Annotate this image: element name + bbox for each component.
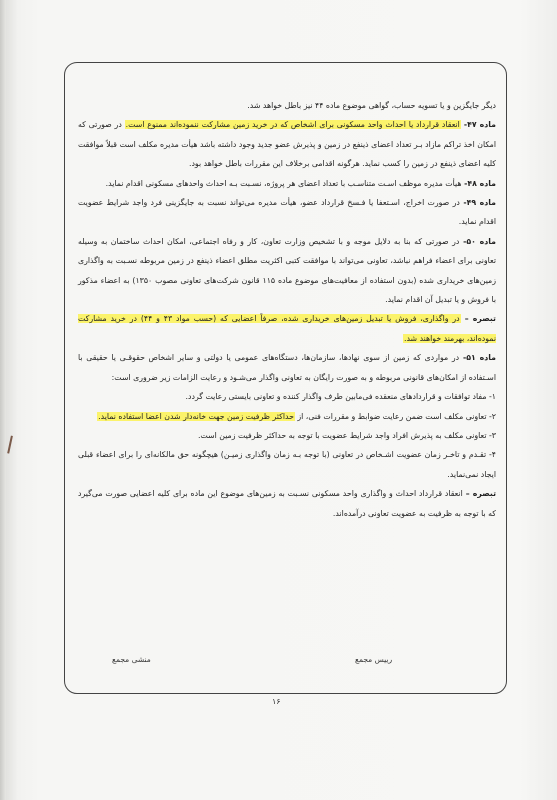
- article-heading: ماده ۴۹-: [459, 198, 497, 208]
- body-text: دیگر جایگزین و یا تسویه حساب، گواهی موضوع ماده ۴۴ نیز باطل خواهد شد.: [247, 101, 496, 110]
- article-heading: ماده ۴۷-: [460, 120, 496, 130]
- article-heading: ماده ۵۰-: [459, 236, 497, 246]
- paragraph: [78, 309, 496, 348]
- margin-pen-mark: [7, 436, 17, 455]
- scan-edge: [0, 0, 6, 800]
- document-body: [78, 96, 496, 523]
- article-heading: تبصره –: [460, 314, 496, 324]
- article-heading: ماده ۵۱-: [459, 353, 496, 363]
- body-text: ۲- تعاونی مکلف است ضمن رعایت ضوابط و مقررات فنی، از: [294, 411, 496, 421]
- body-text: ۴- تقـدم و تاخـر زمان عضویت اشـخاص در تعاونی (با توجه بـه زمان واگذاری زمیـن) هیچگونه حق مالکانه‌ای را برای اعضاء قبلی ایجاد نمی‌نماید.: [78, 450, 496, 479]
- body-text: هیأت مدیره موظف اسـت متناسـب با تعداد اعضای هر پروژه، نسـبت بـه احداث واحدهای مسکونی اقدام نماید.: [105, 178, 462, 188]
- article-heading: ماده ۴۸-: [461, 178, 496, 188]
- paragraph: [78, 115, 496, 173]
- paragraph: [78, 174, 496, 193]
- paragraph: [78, 193, 496, 232]
- body-text: در صورتی که بنا به دلایل موجه و با تشخیص وزارت تعاون، کار و رفاه اجتماعی، امکان احداث ساختمان به وسیله تعاونی برای اعضاء فراهم نباشد، تعاونی می‌تواند با موافقت کتبی اکثریت مطلق اعضاء ذینفع در زمین مربوطه نسـبت به واگذاری زمین‌های خریداری شده (بدون استفاده از معافیت‌های موضوع ماده ۱۱۵ قانون شرکت‌های تعاونی مصوب ۱۳۵۰) به اعضاء مذکور با فروش و یا تبدیل آن اقدام نماید.: [78, 236, 496, 305]
- signature-chairman-label: رییس مجمع: [355, 655, 393, 664]
- paragraph: [78, 484, 496, 523]
- paragraph: [78, 426, 496, 445]
- paragraph: [78, 232, 496, 310]
- highlighted-text: در واگذاری، فروش یا تبدیل زمین‌های خریداری شده، صرفاً اعضایی که (حسب مواد ۴۳ و ۴۴) در خرید مشارکت نموده‌اند، بهرمند خواهند شد.: [78, 314, 496, 343]
- highlighted-text: حداکثر ظرفیت زمین جهت خانه‌دار شدن اعضا استفاده نماید.: [98, 411, 294, 421]
- highlighted-text: انعقاد قرارداد یا احداث واحد مسکونی برای اشخاص که در خرید زمین مشارکت ننموده‌اند ممنوع است.: [125, 120, 460, 130]
- paragraph: [78, 96, 496, 115]
- body-text: ۱- مفاد توافقات و قراردادهای منعقده فی‌مابین طرف واگذار کننده و تعاونی بایستی رعایت گردد.: [185, 392, 496, 402]
- paragraph: [78, 387, 496, 406]
- body-text: انعقاد قرارداد احداث و واگذاری واحد مسکونی نسـبت به زمین‌های موضوع این ماده برای کلیه اعضایی صورت می‌گیرد که با توجه به ظرفیت به عضویت تعاونی درآمده‌اند.: [78, 489, 496, 518]
- body-text: در مواردی که زمین از سوی نهادها، سازمان‌ها، دستگاه‌های عمومی یا دولتی و سایر اشخاص حقوقـی یا حقیقی با اسـتفاده از امکان‌های قانونی مربوطه و به صورت رایگان به تعاونی واگذار می‌شـود و رعایت الزامات زیر ضروری است:: [78, 353, 496, 382]
- paragraph: [78, 445, 496, 484]
- page-number: ۱۶: [272, 697, 281, 706]
- signature-secretary-label: منشی مجمع: [112, 655, 151, 664]
- article-heading: تبصره –: [462, 489, 497, 499]
- paragraph: [78, 407, 496, 426]
- paragraph: [78, 348, 496, 387]
- body-text: ۳- تعاونی مکلف به پذیرش افراد واجد شرایط عضویت با توجه به حداکثر ظرفیت زمین است.: [197, 430, 496, 440]
- body-text: در صورتی که امکان اخذ تراکم مازاد بـر تعداد اعضای ذینفع در زمین و پذیرش عضو جدید وجود داشته باشد هیأت مدیره مکلف است قبلاً موافقت کلیه اعضای ذینفع در زمین را کسب نماید. هرگونه اقدامی برخلاف این مقررات باطل خواهد بود.: [78, 120, 496, 169]
- body-text: در صورت اخراج، اسـتعفا یا فـسخ قرارداد عضو، هیأت مدیره می‌تواند نسبت به جایگزینی فرد واجد شرایط عضویت اقدام نماید.: [78, 198, 496, 227]
